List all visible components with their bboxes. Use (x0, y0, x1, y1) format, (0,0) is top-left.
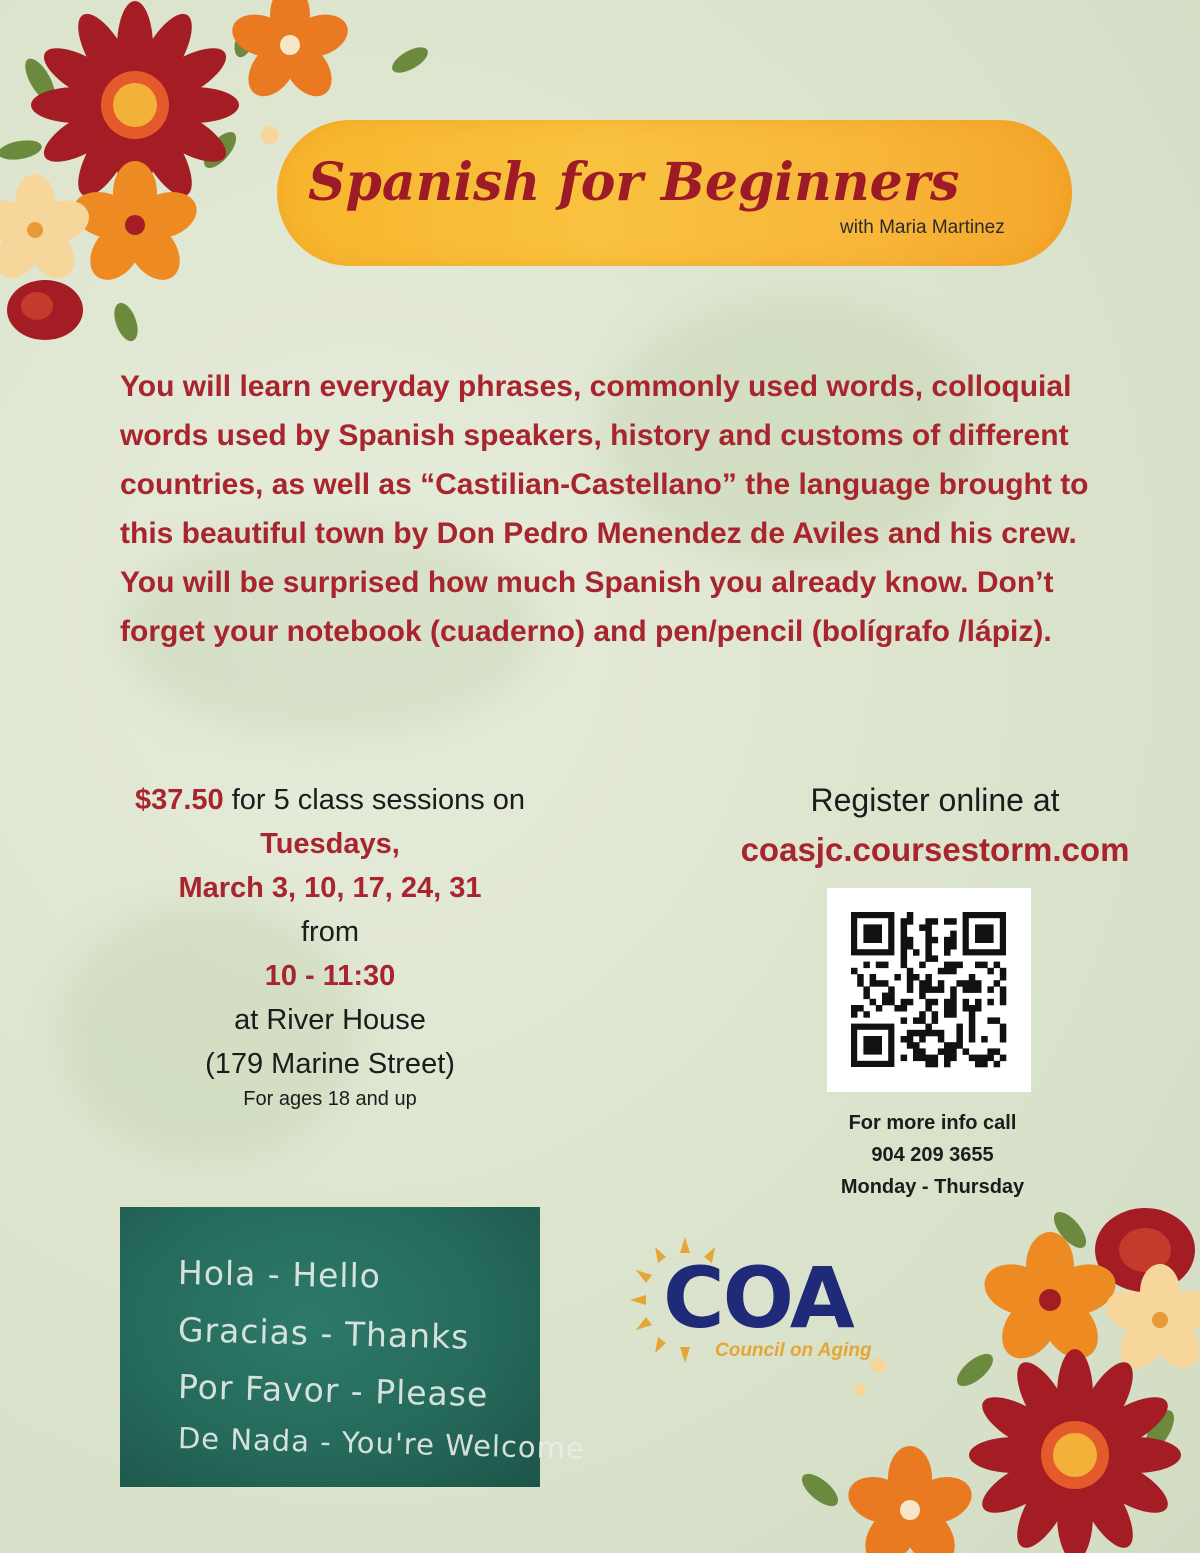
price: $37.50 (134, 784, 224, 816)
coa-logo-text: COA (663, 1249, 853, 1347)
class-day: Tuesdays, (260, 828, 400, 860)
contact-label: For more info call (848, 1112, 1017, 1134)
registration-block (700, 778, 1170, 878)
class-address: (179 Marine Street) (205, 1048, 455, 1080)
price-line (60, 778, 600, 822)
schedule-block (60, 778, 600, 1112)
chalk-line-hello: Hola - Hello (177, 1253, 382, 1296)
class-location: at River House (234, 1004, 426, 1036)
contact-block (780, 1107, 1085, 1203)
class-dates: March 3, 10, 17, 24, 31 (178, 872, 482, 904)
chalkboard-image (120, 1207, 586, 1487)
register-label: Register online at (810, 782, 1060, 818)
chalk-line-please: Por Favor - Please (177, 1367, 489, 1415)
age-requirement: For ages 18 and up (243, 1088, 417, 1110)
qr-code[interactable] (827, 888, 1031, 1092)
course-description: You will learn everyday phrases, commonly used words, colloquial words used by Spanish speakers, history and customs of different countries, as well as “Castilian-Castellano” the language brought to this beautiful town by Don Pedro Menendez de Aviles and his crew. You will be surprised how much Spanish you already know. Don’t forget your notebook (cuaderno) and pen/pencil (bolígrafo /lápiz). (120, 370, 1089, 648)
price-suffix: for 5 class sessions on (223, 784, 526, 816)
chalk-line-welcome: De Nada - You're Welcome (177, 1421, 586, 1466)
qr-code-icon (827, 888, 1031, 1092)
chalk-line-thanks: Gracias - Thanks (177, 1310, 470, 1357)
coa-logo-subtitle: Council on Aging (715, 1340, 872, 1361)
contact-hours: Monday - Thursday (840, 1176, 1025, 1198)
phone-number[interactable]: 904 209 3655 (871, 1144, 994, 1166)
from-label: from (301, 916, 359, 948)
page-title: Spanish for Beginners (308, 152, 960, 213)
instructor-subtitle: with Maria Martinez (840, 217, 1005, 238)
registration-link[interactable]: coasjc.coursestorm.com (740, 831, 1130, 868)
class-time: 10 - 11:30 (264, 960, 396, 992)
coa-logo (630, 1235, 890, 1375)
